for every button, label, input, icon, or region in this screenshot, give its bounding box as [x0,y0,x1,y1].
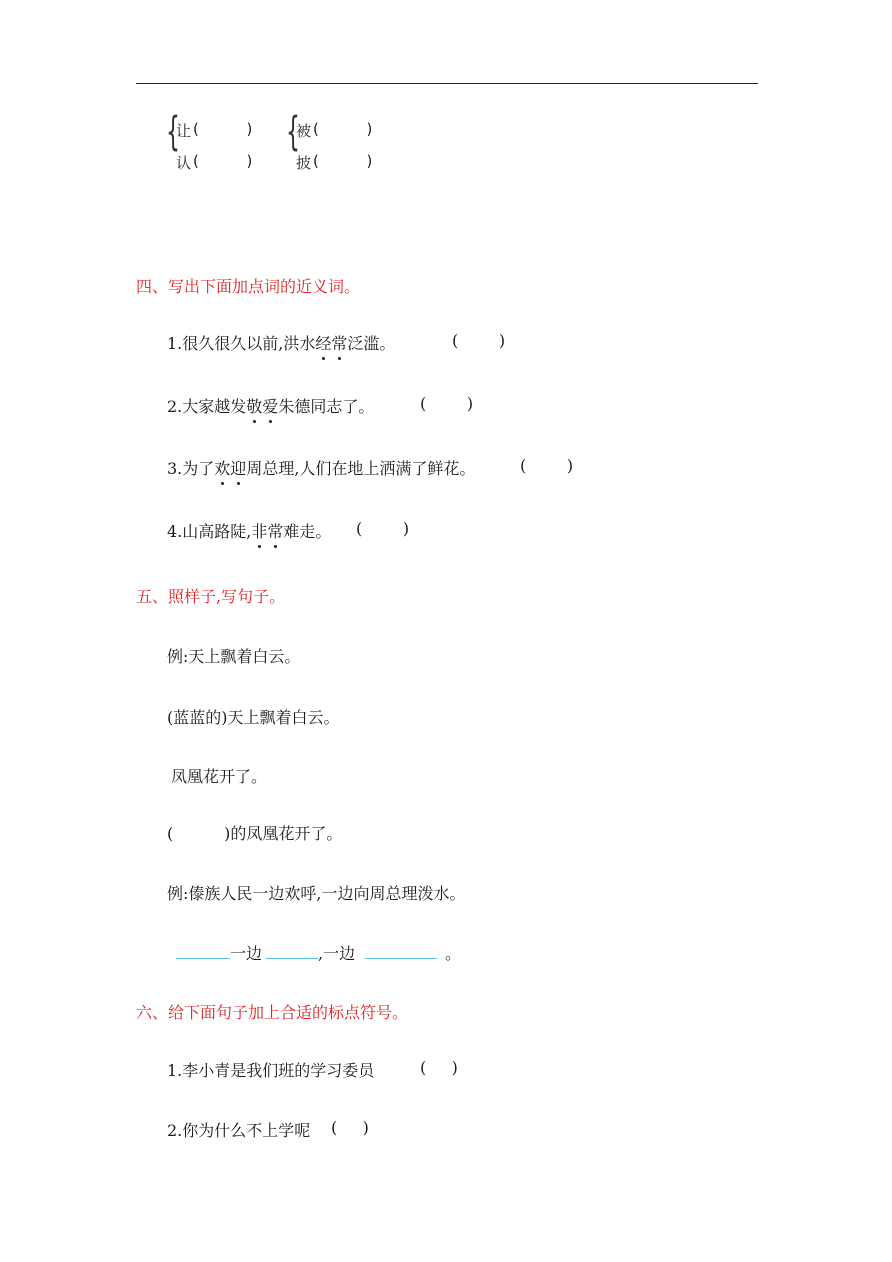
section6-item-2: 2.你为什么不上学呢 [167,1121,311,1140]
section6-heading: 六、给下面句子加上合适的标点符号。 [136,1003,409,1022]
pair2-paren2: ( ) [313,152,373,170]
answer-blank-2[interactable] [266,958,318,959]
section6-answer-1: ( ) [420,1058,458,1077]
section5-example2: 例:傣族人民一边欢呼,一边向周总理泼水。 [167,884,466,903]
section4-item-2: 2.大家越发敬爱朱德同志了。 [167,394,374,417]
section4-answer-2: ( ) [420,394,474,413]
dotted-char: 欢 [214,456,230,479]
left-brace-icon: { [166,109,180,155]
section4-item-1: 1.很久很久以前,洪水经常泛滥。 [167,331,395,354]
section4-item-4: 4.山高路陡,非常难走。 [167,519,331,542]
task2-part1: 一边 [230,944,263,963]
pair1-paren1: ( ) [193,120,253,138]
dotted-char: 敬 [246,394,262,417]
dotted-char: 常 [267,519,283,542]
left-brace-icon: { [286,109,300,155]
task2-part2: ,一边 [318,944,356,963]
section6-item-1: 1.李小青是我们班的学习委员 [167,1061,375,1080]
header-rule [136,83,758,84]
section4-answer-4: ( ) [356,519,410,538]
dotted-char: 爱 [262,394,278,417]
answer-blank-3[interactable] [365,958,437,959]
section4-answer-1: ( ) [452,331,506,350]
pair1-char1: 让 [176,122,192,140]
section5-task1: 凤凰花开了。 [171,767,268,786]
dotted-char: 迎 [230,456,246,479]
section5-example1-result: (蓝蓝的)天上飘着白云。 [167,708,340,727]
task2-end: 。 [445,944,462,963]
answer-blank-1[interactable] [176,958,230,959]
section4-heading: 四、写出下面加点词的近义词。 [136,277,361,296]
pair2-char1: 被 [296,122,312,140]
section5-task1-fill: ( )的凤凰花开了。 [167,824,343,843]
section5-example1: 例:天上飘着白云。 [167,647,301,666]
pair1-char2: 认 [176,154,192,172]
section4-item-3: 3.为了欢迎周总理,人们在地上洒满了鲜花。 [167,456,475,479]
dotted-char: 非 [251,519,267,542]
dotted-char: 常 [331,331,347,354]
pair2-char2: 披 [296,154,312,172]
section6-answer-2: ( ) [331,1118,369,1137]
dotted-char: 经 [315,331,331,354]
section4-answer-3: ( ) [520,456,574,475]
pair2-paren1: ( ) [313,120,373,138]
pair1-paren2: ( ) [193,152,253,170]
section5-heading: 五、照样子,写句子。 [136,587,286,606]
